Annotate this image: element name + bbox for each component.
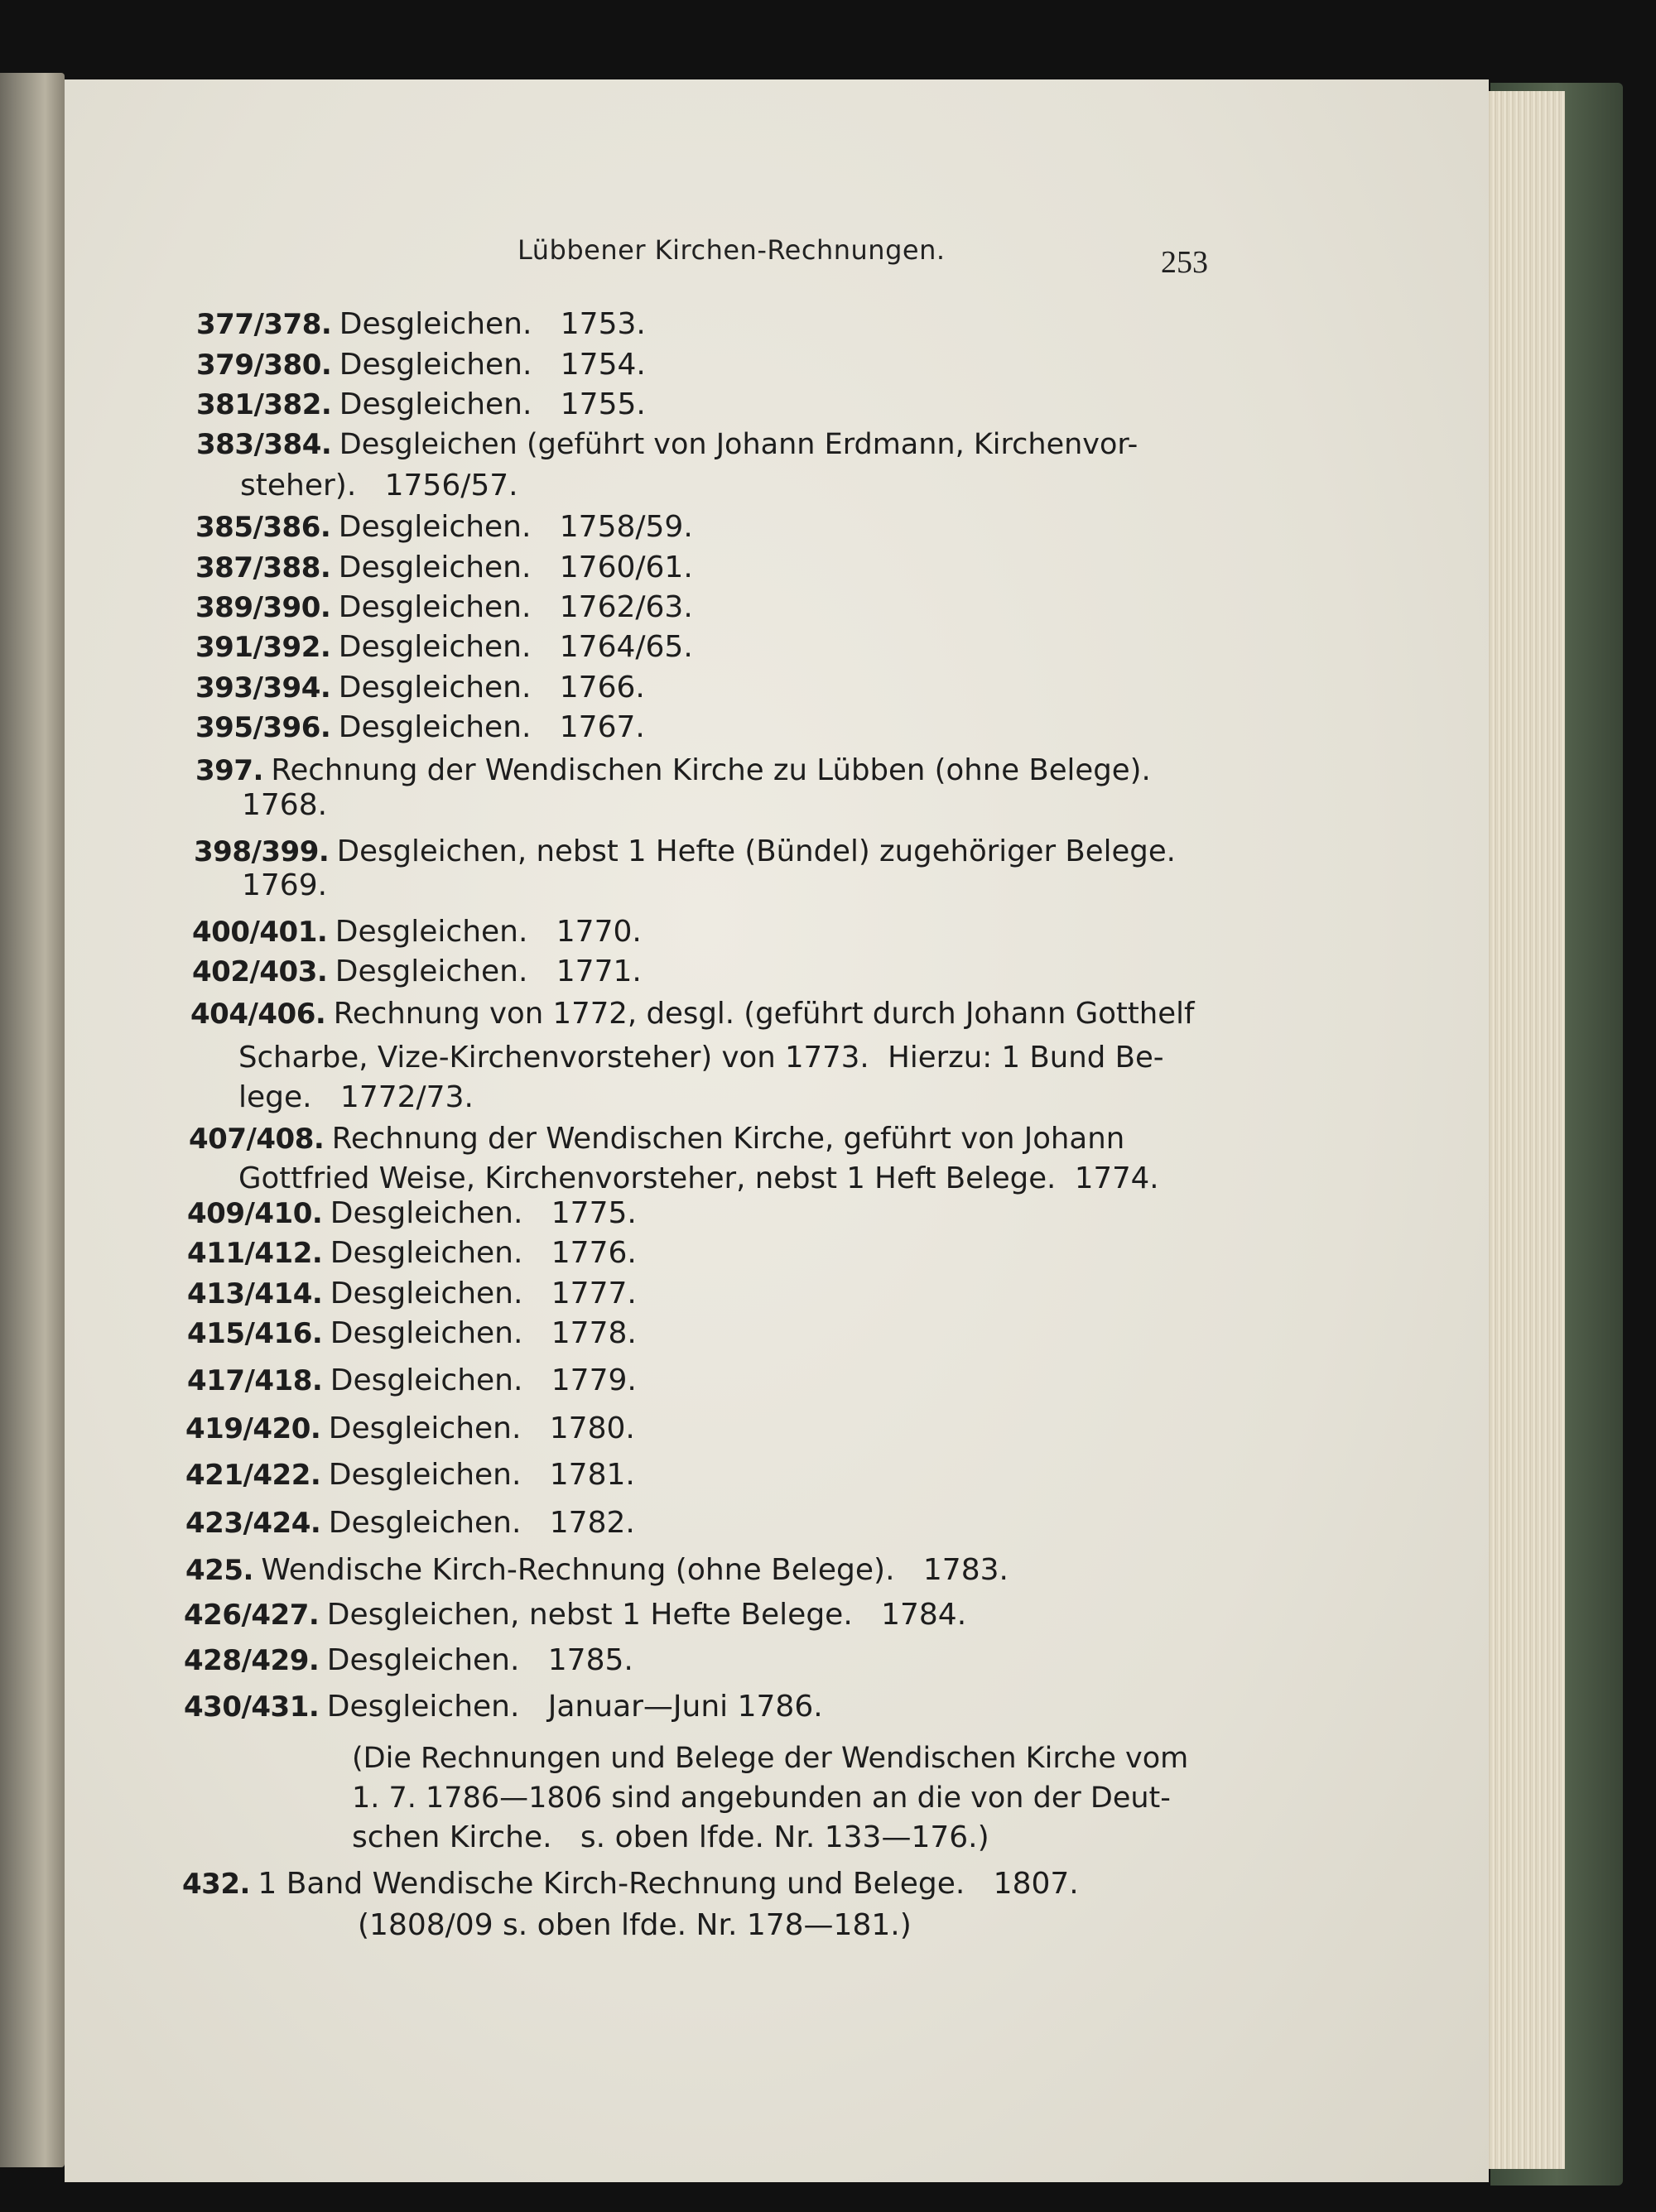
entry-line [358, 1909, 912, 1940]
entry-number: 402/403. [192, 955, 328, 988]
entry-line [184, 1644, 633, 1676]
entry-line [196, 349, 646, 380]
entry-number: 409/410. [187, 1197, 323, 1230]
entry-line [195, 551, 693, 583]
entry-text: Scharbe, Vize-Kirchenvorsteher) von 1773. Hierzu: 1 Bund Be- [238, 1041, 1164, 1075]
entry-text: Gottfried Weise, Kirchenvorsteher, nebst 1 Heft Belege. 1774. [238, 1161, 1159, 1195]
entry-text: Desgleichen. Januar—Juni 1786. [326, 1690, 823, 1724]
entry-text: Desgleichen (geführt von Johann Erdmann, Kirchenvor- [339, 428, 1138, 461]
entry-number: 379/380. [196, 349, 332, 382]
entry-number: 417/418. [187, 1364, 323, 1397]
entry-line [195, 671, 645, 703]
entry-line [238, 1081, 474, 1113]
entry-line [187, 1197, 637, 1229]
entry-line [195, 754, 1151, 786]
entry-text: Desgleichen. 1762/63. [338, 590, 693, 624]
entry-text: lege. 1772/73. [238, 1080, 474, 1114]
entry-number: 425. [185, 1554, 253, 1587]
entry-text: Desgleichen. 1753. [339, 307, 646, 341]
entry-text: Rechnung von 1772, desgl. (geführt durch Johann Gotthelf [333, 997, 1195, 1031]
entry-number: 404/406. [190, 998, 326, 1031]
entry-text: 1. 7. 1786—1806 sind angebunden an die von der Deut- [352, 1782, 1171, 1815]
entry-text: Desgleichen. 1785. [326, 1643, 633, 1677]
entry-text: Wendische Kirch-Rechnung (ohne Belege). 1783. [261, 1553, 1009, 1587]
entry-line [187, 1237, 637, 1268]
entry-text: Desgleichen. 1755. [339, 387, 646, 421]
entry-number: 397. [195, 754, 263, 787]
entry-text: (1808/09 s. oben lfde. Nr. 178—181.) [358, 1908, 912, 1942]
entry-line [185, 1459, 635, 1490]
entry-text: Desgleichen. 1760/61. [338, 551, 693, 584]
page-number: 253 [1161, 245, 1208, 280]
entry-line [194, 835, 1176, 867]
entry-line [185, 1507, 635, 1538]
entry-line [182, 1868, 1079, 1899]
entry-text: Desgleichen. 1782. [328, 1506, 635, 1540]
entry-number: 419/420. [185, 1412, 321, 1445]
entry-line [242, 789, 327, 820]
entry-text: Desgleichen. 1754. [339, 348, 646, 382]
entry-line [196, 428, 1138, 459]
entry-text: 1768. [242, 788, 328, 822]
entry-line [352, 1742, 1188, 1773]
entry-number: 385/386. [195, 511, 331, 544]
entry-number: 428/429. [184, 1644, 320, 1677]
entry-text: Desgleichen. 1767. [338, 710, 645, 744]
entry-line [187, 1364, 637, 1396]
entry-text: Desgleichen. 1781. [328, 1458, 635, 1492]
entry-line [190, 998, 1194, 1029]
entry-line [187, 1317, 637, 1349]
entry-line [196, 388, 646, 420]
entry-number: 415/416. [187, 1317, 323, 1350]
entry-number: 387/388. [195, 551, 331, 584]
entry-line [195, 631, 693, 662]
entry-text: Desgleichen. 1775. [330, 1196, 637, 1230]
entry-line [196, 308, 646, 339]
entry-text: Desgleichen. 1778. [330, 1316, 637, 1350]
entry-number: 383/384. [196, 428, 332, 461]
entry-text: Desgleichen. 1780. [328, 1411, 635, 1445]
entry-number: 393/394. [195, 671, 331, 704]
entry-line [195, 591, 693, 623]
entry-number: 398/399. [194, 835, 330, 868]
entry-text: Desgleichen. 1771. [335, 955, 642, 988]
entry-number: 400/401. [192, 916, 328, 949]
entry-text: Rechnung der Wendischen Kirche zu Lübben (ohne Belege). [271, 753, 1151, 787]
entry-line [352, 1821, 989, 1853]
entry-text: (Die Rechnungen und Belege der Wendischen Kirche vom [352, 1742, 1189, 1775]
entry-text: Rechnung der Wendischen Kirche, geführt von Johann [331, 1122, 1125, 1156]
entry-line [184, 1690, 823, 1722]
entry-number: 426/427. [184, 1599, 320, 1632]
entry-text: Desgleichen, nebst 1 Hefte Belege. 1784. [326, 1598, 967, 1632]
entry-text: steher). 1756/57. [240, 469, 518, 503]
entry-line [189, 1123, 1124, 1154]
entry-text: Desgleichen. 1766. [338, 671, 645, 704]
entry-text: Desgleichen. 1764/65. [338, 630, 693, 664]
entry-line [352, 1782, 1171, 1813]
entry-number: 430/431. [184, 1690, 320, 1724]
entry-line [238, 1162, 1159, 1194]
entry-number: 432. [182, 1868, 250, 1901]
entry-text: Desgleichen. 1770. [335, 915, 642, 949]
entry-line [195, 511, 693, 542]
entry-line [195, 711, 645, 743]
running-header: Lübbener Kirchen-Rechnungen. [518, 234, 946, 266]
entry-line [187, 1277, 637, 1309]
entry-number: 389/390. [195, 591, 331, 624]
entry-number: 423/424. [185, 1507, 321, 1540]
entry-text: 1 Band Wendische Kirch-Rechnung und Belege. 1807. [258, 1867, 1079, 1901]
entry-number: 395/396. [195, 711, 331, 744]
entry-line [238, 1041, 1164, 1073]
entry-text: Desgleichen. 1777. [330, 1277, 637, 1310]
entry-line [184, 1599, 966, 1630]
entry-line [242, 869, 327, 901]
entry-text: Desgleichen, nebst 1 Hefte (Bündel) zugehöriger Belege. [336, 834, 1176, 868]
entry-text: Desgleichen. 1779. [330, 1363, 637, 1397]
entry-number: 381/382. [196, 388, 332, 421]
entry-number: 377/378. [196, 308, 332, 341]
entry-number: 411/412. [187, 1237, 323, 1270]
entry-line [185, 1554, 1009, 1585]
entry-line [192, 916, 642, 947]
entry-number: 413/414. [187, 1277, 323, 1310]
entry-line [192, 955, 642, 987]
entry-number: 421/422. [185, 1459, 321, 1492]
entry-number: 407/408. [189, 1123, 325, 1156]
entry-number: 391/392. [195, 631, 331, 664]
entry-text: Desgleichen. 1776. [330, 1236, 637, 1270]
entry-text: 1769. [242, 868, 328, 902]
entry-line [240, 469, 518, 501]
entry-text: Desgleichen. 1758/59. [338, 510, 693, 544]
entry-text: schen Kirche. s. oben lfde. Nr. 133—176.) [352, 1820, 989, 1854]
entry-line [185, 1412, 635, 1444]
